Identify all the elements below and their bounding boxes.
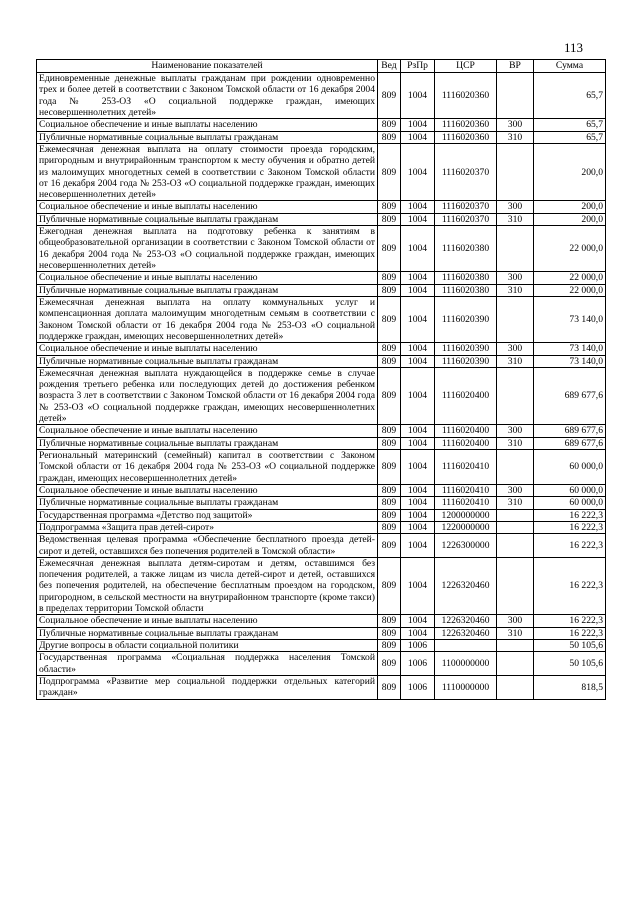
row-vr-cell: [497, 675, 534, 699]
table-row: [37, 640, 606, 652]
table-row: [37, 521, 606, 533]
row-sum-cell: 73 140,0: [534, 343, 606, 355]
row-name-cell: Ежемесячная денежная выплата на оплату стоимости проезда городским, пригородным и внутрирайонным транспортом к месту обучения и обратно детей из малоимущих многодетных семей в соответствии с Законом Томской области от 16 декабря 2004 года № 253-ОЗ «О социальной поддержке граждан, имеющих несовершеннолетних детей»: [37, 143, 378, 201]
row-csr-cell: 1226320460: [435, 627, 497, 639]
row-sum-cell: 50 105,6: [534, 640, 606, 652]
row-rzpr-cell: 1006: [401, 652, 435, 676]
row-sum-cell: 200,0: [534, 201, 606, 213]
header-row: [37, 60, 606, 73]
row-ved-cell: 809: [378, 534, 401, 558]
header-csr: ЦСР: [435, 60, 497, 73]
row-sum-cell: 22 000,0: [534, 272, 606, 284]
row-csr-cell: 1116020410: [435, 450, 497, 485]
row-vr-cell: 310: [497, 131, 534, 143]
row-vr-cell: 300: [497, 272, 534, 284]
row-ved-cell: 809: [378, 437, 401, 449]
row-vr-cell: [497, 367, 534, 425]
page-number: 113: [564, 40, 584, 55]
table-row: [37, 367, 606, 425]
row-ved-cell: 809: [378, 652, 401, 676]
row-name-cell: Публичные нормативные социальные выплаты гражданам: [37, 213, 378, 225]
row-csr-cell: 1226320460: [435, 615, 497, 627]
row-vr-cell: 310: [497, 497, 534, 509]
row-ved-cell: 809: [378, 272, 401, 284]
row-rzpr-cell: 1004: [401, 484, 435, 496]
row-name-cell: Региональный материнский (семейный) капитал в соответствии с Законом Томской области от 16 декабря 2004 года № 253-ОЗ «О социальной поддержке граждан, имеющих несовершеннолетних детей»: [37, 450, 378, 485]
row-rzpr-cell: 1004: [401, 425, 435, 437]
header-sum: Сумма: [534, 60, 606, 73]
table-row: [37, 509, 606, 521]
row-name-cell: Ежемесячная денежная выплата на оплату коммунальных услуг и компенсационная доплата малоимущим многодетным семьям в соответствии с Законом Томской области от 16 декабря 2004 года № 253-ОЗ «О социальной поддержке граждан, имеющих несовершеннолетних детей»: [37, 296, 378, 342]
row-rzpr-cell: 1004: [401, 497, 435, 509]
row-ved-cell: 809: [378, 497, 401, 509]
row-sum-cell: 689 677,6: [534, 367, 606, 425]
row-ved-cell: 809: [378, 675, 401, 699]
table-row: [37, 615, 606, 627]
row-ved-cell: 809: [378, 226, 401, 272]
row-rzpr-cell: 1004: [401, 73, 435, 119]
row-name-cell: Социальное обеспечение и иные выплаты населению: [37, 201, 378, 213]
table-row: [37, 450, 606, 485]
table-row: [37, 201, 606, 213]
row-name-cell: Ежегодная денежная выплата на подготовку ребенка к занятиям в общеобразовательной организации в соответствии с Законом Томской области от 16 декабря 2004 года № 253-ОЗ «О социальной поддержке граждан, имеющих несовершеннолетних детей»: [37, 226, 378, 272]
row-csr-cell: 1116020370: [435, 213, 497, 225]
row-rzpr-cell: 1004: [401, 343, 435, 355]
row-sum-cell: 16 222,3: [534, 534, 606, 558]
row-ved-cell: 809: [378, 213, 401, 225]
row-sum-cell: 16 222,3: [534, 627, 606, 639]
row-csr-cell: 1116020360: [435, 131, 497, 143]
row-ved-cell: 809: [378, 119, 401, 131]
row-rzpr-cell: 1004: [401, 521, 435, 533]
row-csr-cell: 1116020390: [435, 355, 497, 367]
row-csr-cell: 1116020370: [435, 201, 497, 213]
row-name-cell: Публичные нормативные социальные выплаты гражданам: [37, 131, 378, 143]
row-csr-cell: 1116020400: [435, 367, 497, 425]
row-sum-cell: 22 000,0: [534, 284, 606, 296]
row-sum-cell: 60 000,0: [534, 484, 606, 496]
row-rzpr-cell: 1006: [401, 675, 435, 699]
row-rzpr-cell: 1004: [401, 284, 435, 296]
row-vr-cell: 310: [497, 437, 534, 449]
table-row: [37, 73, 606, 119]
row-ved-cell: 809: [378, 73, 401, 119]
row-name-cell: Социальное обеспечение и иные выплаты населению: [37, 484, 378, 496]
row-csr-cell: 1116020380: [435, 284, 497, 296]
table-row: [37, 652, 606, 676]
row-name-cell: Публичные нормативные социальные выплаты гражданам: [37, 355, 378, 367]
row-ved-cell: 809: [378, 355, 401, 367]
row-sum-cell: 16 222,3: [534, 521, 606, 533]
row-sum-cell: 16 222,3: [534, 615, 606, 627]
row-sum-cell: 65,7: [534, 119, 606, 131]
row-sum-cell: 22 000,0: [534, 226, 606, 272]
row-rzpr-cell: 1004: [401, 627, 435, 639]
row-name-cell: Ведомственная целевая программа «Обеспечение бесплатного проезда детей-сирот и детей, оставшихся без попечения родителей в Томской области»: [37, 534, 378, 558]
row-name-cell: Ежемесячная денежная выплата детям-сиротам и детям, оставшимся без попечения родителей, а также лицам из числа детей-сирот и детей, оставшихся без попечения родителей, на обеспечение бесплатным проездом на городском, пригородном, в сельской местности на внутрирайонном транспорте (кроме такси) в пределах территории Томской области: [37, 557, 378, 615]
row-csr-cell: 1226300000: [435, 534, 497, 558]
header-rzpr: РзПр: [401, 60, 435, 73]
row-sum-cell: 200,0: [534, 143, 606, 201]
header-name: Наименование показателей: [37, 60, 378, 73]
row-vr-cell: 300: [497, 425, 534, 437]
row-sum-cell: 689 677,6: [534, 425, 606, 437]
table-row: [37, 437, 606, 449]
row-name-cell: Социальное обеспечение и иные выплаты населению: [37, 272, 378, 284]
row-vr-cell: 310: [497, 284, 534, 296]
table-row: [37, 343, 606, 355]
row-csr-cell: 1116020360: [435, 73, 497, 119]
row-vr-cell: 310: [497, 355, 534, 367]
table-row: [37, 675, 606, 699]
row-csr-cell: 1116020400: [435, 425, 497, 437]
row-vr-cell: [497, 652, 534, 676]
row-rzpr-cell: 1004: [401, 143, 435, 201]
row-sum-cell: 16 222,3: [534, 557, 606, 615]
row-sum-cell: 50 105,6: [534, 652, 606, 676]
table-row: [37, 131, 606, 143]
table-row: [37, 272, 606, 284]
row-csr-cell: 1116020390: [435, 343, 497, 355]
row-sum-cell: 60 000,0: [534, 450, 606, 485]
row-name-cell: Публичные нормативные социальные выплаты гражданам: [37, 437, 378, 449]
row-name-cell: Государственная программа «Детство под защитой»: [37, 509, 378, 521]
row-name-cell: Публичные нормативные социальные выплаты гражданам: [37, 284, 378, 296]
row-vr-cell: [497, 296, 534, 342]
row-vr-cell: 310: [497, 627, 534, 639]
row-sum-cell: 818,5: [534, 675, 606, 699]
row-name-cell: Социальное обеспечение и иные выплаты населению: [37, 119, 378, 131]
table-row: [37, 143, 606, 201]
row-name-cell: Государственная программа «Социальная поддержка населения Томской области»: [37, 652, 378, 676]
row-name-cell: Другие вопросы в области социальной политики: [37, 640, 378, 652]
row-vr-cell: 300: [497, 201, 534, 213]
row-csr-cell: 1116020410: [435, 484, 497, 496]
row-name-cell: Социальное обеспечение и иные выплаты населению: [37, 425, 378, 437]
row-ved-cell: 809: [378, 425, 401, 437]
row-rzpr-cell: 1004: [401, 131, 435, 143]
row-ved-cell: 809: [378, 557, 401, 615]
row-rzpr-cell: 1004: [401, 119, 435, 131]
row-vr-cell: 300: [497, 119, 534, 131]
row-ved-cell: 809: [378, 521, 401, 533]
row-sum-cell: 65,7: [534, 131, 606, 143]
row-vr-cell: [497, 73, 534, 119]
header-vr: ВР: [497, 60, 534, 73]
table-row: [37, 226, 606, 272]
header-ved: Вед: [378, 60, 401, 73]
row-ved-cell: 809: [378, 284, 401, 296]
row-sum-cell: 65,7: [534, 73, 606, 119]
row-rzpr-cell: 1004: [401, 367, 435, 425]
table-row: [37, 557, 606, 615]
row-csr-cell: 1220000000: [435, 521, 497, 533]
row-name-cell: Подпрограмма «Защита прав детей-сирот»: [37, 521, 378, 533]
row-ved-cell: 809: [378, 640, 401, 652]
row-sum-cell: 60 000,0: [534, 497, 606, 509]
row-csr-cell: 1110000000: [435, 675, 497, 699]
row-sum-cell: 689 677,6: [534, 437, 606, 449]
row-ved-cell: 809: [378, 484, 401, 496]
row-rzpr-cell: 1004: [401, 272, 435, 284]
row-vr-cell: [497, 521, 534, 533]
row-name-cell: Публичные нормативные социальные выплаты гражданам: [37, 627, 378, 639]
row-rzpr-cell: 1004: [401, 615, 435, 627]
row-name-cell: Социальное обеспечение и иные выплаты населению: [37, 615, 378, 627]
row-ved-cell: 809: [378, 509, 401, 521]
row-vr-cell: [497, 143, 534, 201]
table-row: [37, 497, 606, 509]
row-csr-cell: 1200000000: [435, 509, 497, 521]
row-vr-cell: [497, 509, 534, 521]
row-rzpr-cell: 1004: [401, 509, 435, 521]
row-name-cell: Подпрограмма «Развитие мер социальной поддержки отдельных категорий граждан»: [37, 675, 378, 699]
row-csr-cell: 1116020370: [435, 143, 497, 201]
row-ved-cell: 809: [378, 201, 401, 213]
row-ved-cell: 809: [378, 343, 401, 355]
row-vr-cell: 300: [497, 615, 534, 627]
table-row: [37, 484, 606, 496]
row-csr-cell: 1116020390: [435, 296, 497, 342]
row-csr-cell: [435, 640, 497, 652]
table-header: [37, 60, 606, 73]
row-csr-cell: 1116020400: [435, 437, 497, 449]
row-csr-cell: 1116020410: [435, 497, 497, 509]
row-sum-cell: 16 222,3: [534, 509, 606, 521]
row-ved-cell: 809: [378, 627, 401, 639]
row-name-cell: Единовременные денежные выплаты гражданам при рождении одновременно трех и более детей в соответствии с Законом Томской области от 16 декабря 2004 года № 253-ОЗ «О социальной поддержке граждан, имеющих несовершеннолетних детей»: [37, 73, 378, 119]
row-ved-cell: 809: [378, 450, 401, 485]
row-ved-cell: 809: [378, 131, 401, 143]
row-rzpr-cell: 1004: [401, 437, 435, 449]
row-vr-cell: 300: [497, 343, 534, 355]
row-ved-cell: 809: [378, 367, 401, 425]
row-name-cell: Публичные нормативные социальные выплаты гражданам: [37, 497, 378, 509]
row-sum-cell: 73 140,0: [534, 296, 606, 342]
row-ved-cell: 809: [378, 143, 401, 201]
row-csr-cell: 1100000000: [435, 652, 497, 676]
row-rzpr-cell: 1004: [401, 557, 435, 615]
row-ved-cell: 809: [378, 296, 401, 342]
table-body: [37, 73, 606, 700]
row-vr-cell: [497, 557, 534, 615]
row-name-cell: Ежемесячная денежная выплата нуждающейся в поддержке семье в случае рождения третьего ребенка или последующих детей до достижения ребенком возраста 3 лет в соответствии с Законом Томской области от 16 декабря 2004 года № 253-ОЗ «О социальной поддержке граждан, имеющих несовершеннолетних детей»: [37, 367, 378, 425]
row-rzpr-cell: 1006: [401, 640, 435, 652]
row-rzpr-cell: 1004: [401, 213, 435, 225]
row-csr-cell: 1116020380: [435, 226, 497, 272]
budget-table: [36, 59, 606, 700]
row-sum-cell: 73 140,0: [534, 355, 606, 367]
row-csr-cell: 1116020360: [435, 119, 497, 131]
table-row: [37, 534, 606, 558]
row-vr-cell: [497, 534, 534, 558]
row-rzpr-cell: 1004: [401, 450, 435, 485]
row-name-cell: Социальное обеспечение и иные выплаты населению: [37, 343, 378, 355]
table-row: [37, 296, 606, 342]
row-rzpr-cell: 1004: [401, 534, 435, 558]
table-row: [37, 213, 606, 225]
row-rzpr-cell: 1004: [401, 355, 435, 367]
row-csr-cell: 1226320460: [435, 557, 497, 615]
row-ved-cell: 809: [378, 615, 401, 627]
row-vr-cell: [497, 226, 534, 272]
row-rzpr-cell: 1004: [401, 226, 435, 272]
table-row: [37, 627, 606, 639]
row-vr-cell: 310: [497, 213, 534, 225]
table-row: [37, 284, 606, 296]
row-rzpr-cell: 1004: [401, 201, 435, 213]
row-vr-cell: 300: [497, 484, 534, 496]
table-row: [37, 119, 606, 131]
table-row: [37, 355, 606, 367]
row-vr-cell: [497, 450, 534, 485]
row-sum-cell: 200,0: [534, 213, 606, 225]
row-vr-cell: [497, 640, 534, 652]
table-row: [37, 425, 606, 437]
row-rzpr-cell: 1004: [401, 296, 435, 342]
row-csr-cell: 1116020380: [435, 272, 497, 284]
